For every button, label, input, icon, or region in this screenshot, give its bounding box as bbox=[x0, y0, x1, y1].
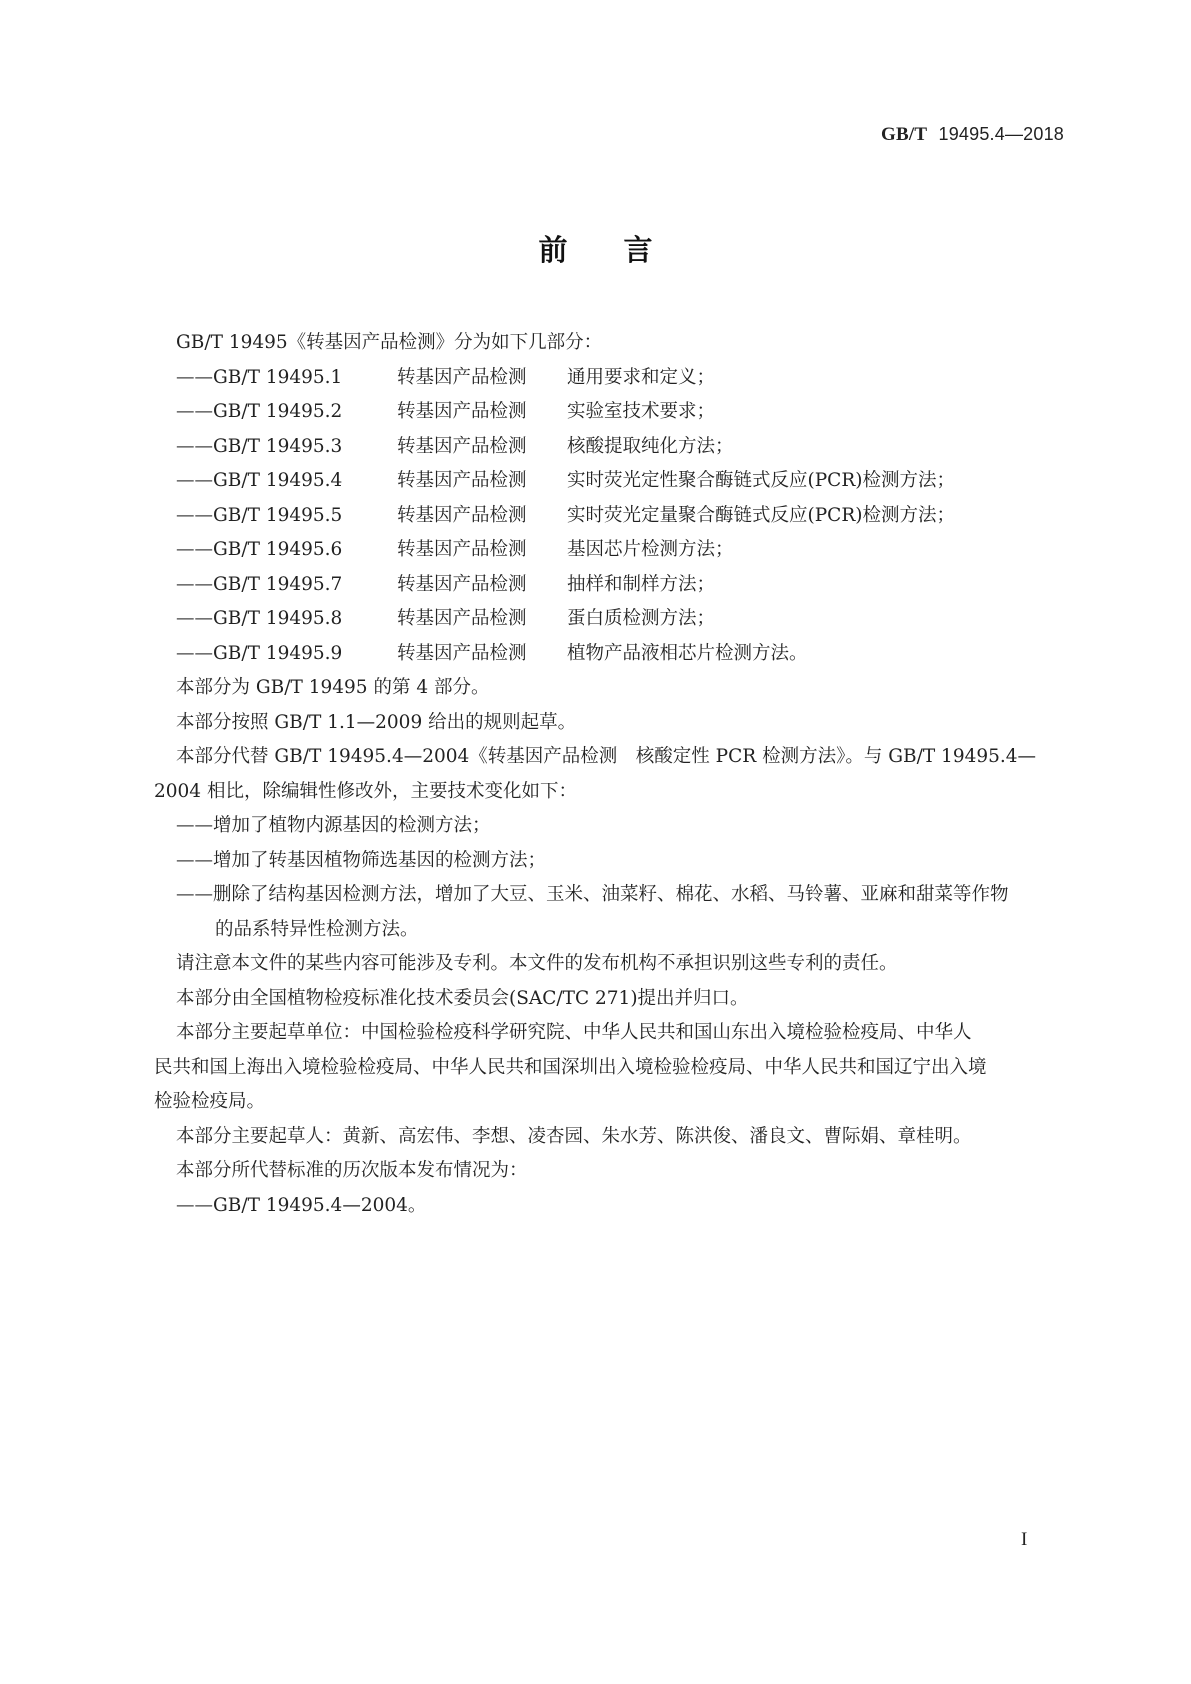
part-name: 蛋白质检测方法； bbox=[567, 608, 716, 629]
history-item: GB/T 19495.4—2004。 bbox=[213, 1194, 427, 1216]
part-number: GB/T 19495.6 bbox=[213, 539, 343, 560]
dash: —— bbox=[176, 815, 213, 836]
list-item bbox=[154, 568, 1056, 603]
drafters-paragraph: 本部分主要起草人：黄新、高宏伟、李想、凌杏园、朱水芳、陈洪俊、潘良文、曹际娟、章桂明。 bbox=[176, 1125, 972, 1147]
list-item bbox=[154, 464, 1056, 499]
dash: —— bbox=[176, 366, 213, 388]
part-number: GB/T 19495.3 bbox=[213, 435, 343, 457]
part-name: 实时荧光定性聚合酶链式反应(PCR)检测方法； bbox=[567, 470, 955, 491]
standard-code-prefix: GB/T bbox=[881, 124, 928, 145]
part-number: GB/T 19495.5 bbox=[213, 504, 343, 526]
part-name: 通用要求和定义； bbox=[567, 366, 716, 388]
change-text: 删除了结构基因检测方法，增加了大豆、玉米、油菜籽、棉花、水稻、马铃薯、亚麻和甜菜等作物 bbox=[213, 884, 1009, 905]
part-number: GB/T 19495.9 bbox=[213, 642, 343, 664]
changes-list bbox=[154, 809, 1056, 947]
dash: —— bbox=[176, 642, 213, 664]
part-number: GB/T 19495.4 bbox=[213, 470, 343, 491]
change-text-continued: 的品系特异性检测方法。 bbox=[215, 918, 419, 940]
dash: —— bbox=[176, 401, 213, 422]
list-item bbox=[154, 430, 1056, 465]
standard-code-header bbox=[881, 124, 1064, 146]
parts-list bbox=[154, 361, 1056, 672]
part-series: 转基因产品检测 bbox=[397, 642, 527, 664]
dash: —— bbox=[176, 608, 213, 629]
replaces-paragraph-line1: 本部分代替 GB/T 19495.4—2004《转基因产品检测 核酸定性 PCR 检测方法》。与 GB/T 19495.4— bbox=[176, 746, 1037, 767]
part-series: 转基因产品检测 bbox=[397, 539, 527, 560]
dash: —— bbox=[176, 539, 213, 560]
part-name: 实时荧光定量聚合酶链式反应(PCR)检测方法； bbox=[567, 504, 955, 526]
part-series: 转基因产品检测 bbox=[397, 470, 527, 491]
part-name: 抽样和制样方法； bbox=[567, 573, 716, 595]
change-text: 增加了植物内源基因的检测方法； bbox=[213, 815, 491, 836]
part-series: 转基因产品检测 bbox=[397, 608, 527, 629]
list-item bbox=[154, 361, 1056, 396]
drafting-rules-paragraph: 本部分按照 GB/T 1.1—2009 给出的规则起草。 bbox=[176, 711, 577, 733]
part-series: 转基因产品检测 bbox=[397, 573, 527, 595]
part-number: GB/T 19495.2 bbox=[213, 401, 343, 422]
part-number: GB/T 19495.1 bbox=[213, 366, 343, 388]
dash: —— bbox=[176, 1194, 213, 1216]
list-item bbox=[154, 499, 1056, 534]
part-series: 转基因产品检测 bbox=[397, 401, 527, 422]
list-item bbox=[154, 878, 1056, 947]
drafting-units-line1: 本部分主要起草单位：中国检验检疫科学研究院、中华人民共和国山东出入境检验检疫局、中华人 bbox=[176, 1022, 972, 1043]
part-name: 基因芯片检测方法； bbox=[567, 539, 734, 560]
dash: —— bbox=[176, 573, 213, 595]
part-name: 植物产品液相芯片检测方法。 bbox=[567, 642, 808, 664]
replaces-paragraph-line2: 2004 相比，除编辑性修改外，主要技术变化如下： bbox=[154, 780, 577, 802]
dash: —— bbox=[176, 884, 213, 905]
list-item bbox=[154, 602, 1056, 637]
part-number: GB/T 19495.8 bbox=[213, 608, 343, 629]
drafting-units-line2: 民共和国上海出入境检验检疫局、中华人民共和国深圳出入境检验检疫局、中华人民共和国辽宁出入境 bbox=[154, 1056, 987, 1078]
part-series: 转基因产品检测 bbox=[397, 504, 527, 526]
list-item bbox=[154, 637, 1056, 672]
dash: —— bbox=[176, 504, 213, 526]
page-number: I bbox=[1021, 1529, 1028, 1550]
dash: —— bbox=[176, 849, 213, 871]
list-item bbox=[154, 533, 1056, 568]
list-item bbox=[154, 1189, 1056, 1224]
drafting-units-line3: 检验检疫局。 bbox=[154, 1091, 266, 1112]
dash: —— bbox=[176, 435, 213, 457]
list-item bbox=[154, 395, 1056, 430]
part-name: 核酸提取纯化方法； bbox=[567, 435, 734, 457]
dash: —— bbox=[176, 470, 213, 491]
list-item bbox=[154, 809, 1056, 844]
part-series: 转基因产品检测 bbox=[397, 435, 527, 457]
standard-code-number: 19495.4—2018 bbox=[938, 124, 1064, 144]
part-series: 转基因产品检测 bbox=[397, 366, 527, 388]
list-item bbox=[154, 844, 1056, 879]
part-of-paragraph: 本部分为 GB/T 19495 的第 4 部分。 bbox=[176, 677, 490, 698]
history-intro: 本部分所代替标准的历次版本发布情况为： bbox=[176, 1160, 528, 1181]
foreword-body bbox=[154, 326, 1056, 1223]
change-text: 增加了转基因植物筛选基因的检测方法； bbox=[213, 849, 547, 871]
part-name: 实验室技术要求； bbox=[567, 401, 716, 422]
intro-paragraph: GB/T 19495《转基因产品检测》分为如下几部分： bbox=[176, 332, 603, 353]
page-title: 前言 bbox=[538, 233, 709, 267]
proposed-by-paragraph: 本部分由全国植物检疫标准化技术委员会(SAC/TC 271)提出并归口。 bbox=[176, 987, 749, 1009]
part-number: GB/T 19495.7 bbox=[213, 573, 343, 595]
patent-notice: 请注意本文件的某些内容可能涉及专利。本文件的发布机构不承担识别这些专利的责任。 bbox=[176, 953, 898, 974]
